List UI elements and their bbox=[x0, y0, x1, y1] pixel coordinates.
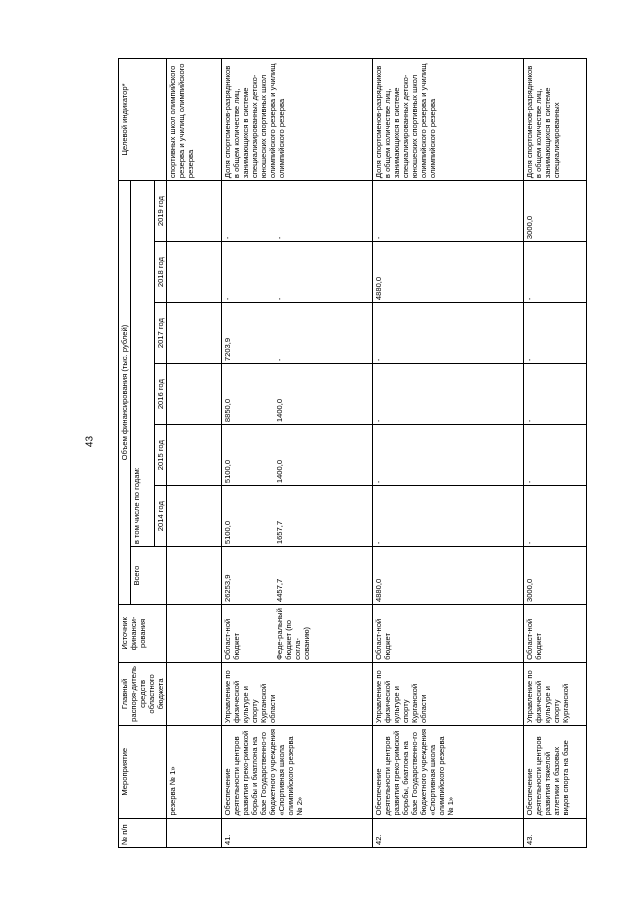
financing-table bbox=[118, 58, 587, 848]
total-regional: 26253,9 bbox=[223, 574, 232, 603]
header-year: 2014 год bbox=[155, 486, 167, 547]
row-year-value bbox=[222, 364, 373, 425]
row-source: Област-ной бюджет bbox=[524, 605, 587, 663]
row-year-value bbox=[167, 242, 222, 303]
header-year: 2015 год bbox=[155, 425, 167, 486]
year-value-federal: - bbox=[275, 236, 284, 240]
year-value-regional: 7203,9 bbox=[223, 337, 232, 362]
year-value-regional: - bbox=[223, 297, 232, 301]
row-manager: Управление по физической культуре и спорту Курганской bbox=[524, 662, 587, 725]
header-num: № п/п bbox=[119, 818, 167, 847]
page-number: 43 bbox=[84, 435, 96, 448]
total-federal: 4457,7 bbox=[275, 578, 284, 603]
year-value-regional: 5100,0 bbox=[223, 520, 232, 545]
row-year-value: - bbox=[373, 486, 524, 547]
row-total bbox=[167, 547, 222, 605]
row-year-value bbox=[167, 364, 222, 425]
table-row bbox=[373, 59, 524, 848]
source-regional: Област-ной бюджет bbox=[223, 618, 241, 660]
year-value-regional: 8850,0 bbox=[223, 398, 232, 423]
row-event: Обеспечение деятельности центров развития греко-римской борьбы, биатлона на базе Государственно-го бюджетного учреждения «Спортивная школа олимпийского резерва № 1» bbox=[373, 725, 524, 818]
rotated-table-wrapper bbox=[118, 58, 570, 848]
row-total bbox=[222, 547, 373, 605]
header-year: 2016 год bbox=[155, 364, 167, 425]
row-year-value: - bbox=[524, 303, 587, 364]
row-total: 4880,0 bbox=[373, 547, 524, 605]
row-year-value: - bbox=[524, 425, 587, 486]
year-value-federal: 1400,0 bbox=[275, 398, 284, 423]
year-value-federal: 1657,7 bbox=[275, 520, 284, 545]
row-year-value bbox=[222, 242, 373, 303]
row-event: Обеспечение деятельности центров развития греко-римской борьбы и биатлона на базе Государственно-го бюджетного учреждения «Спортивная школа олимпийского резерва № 2» bbox=[222, 725, 373, 818]
row-year-value: - bbox=[524, 242, 587, 303]
table-row bbox=[524, 59, 587, 848]
row-year-value: 4880,0 bbox=[373, 242, 524, 303]
header-target: Целевой индикатор* bbox=[119, 59, 167, 181]
row-manager: Управление по физической культуре и спорту Курганской области bbox=[222, 662, 373, 725]
row-total: 3000,0 bbox=[524, 547, 587, 605]
row-year-value: - bbox=[524, 486, 587, 547]
row-target: спортивных школ олимпийского резерва и училищ олимпийского резерва bbox=[167, 59, 222, 181]
year-value-regional: 5100,0 bbox=[223, 459, 232, 484]
row-year-value: - bbox=[524, 364, 587, 425]
header-row-1 bbox=[119, 59, 131, 848]
row-year-value bbox=[167, 425, 222, 486]
header-by-years: в том числе по годам: bbox=[131, 181, 155, 547]
header-year: 2017 год bbox=[155, 303, 167, 364]
row-source: Област-ной бюджет bbox=[373, 605, 524, 663]
year-value-regional: - bbox=[223, 236, 232, 240]
header-source: Источник финанси-рования bbox=[119, 605, 167, 663]
source-federal: Феде-ральный бюджет (по согла-сованию) bbox=[275, 608, 311, 660]
row-event: резерва № 1» bbox=[167, 725, 222, 818]
row-target: Доля спортсменов-разрядников в общем количестве лиц, занимающихся в системе специализированных bbox=[524, 59, 587, 181]
row-year-value bbox=[222, 486, 373, 547]
header-year: 2019 год bbox=[155, 181, 167, 242]
header-event: Мероприятие bbox=[119, 725, 167, 818]
row-manager bbox=[167, 662, 222, 725]
header-volume: Объем финансирования (тыс. рублей) bbox=[119, 181, 131, 605]
row-year-value: - bbox=[373, 364, 524, 425]
row-num bbox=[167, 818, 222, 847]
row-year-value: - bbox=[373, 425, 524, 486]
row-manager: Управление по физической культуре и спорту Курганской области bbox=[373, 662, 524, 725]
year-value-federal: - bbox=[275, 358, 284, 362]
row-event: Обеспечение деятельности центров развития тяжелой атлетики и базовых видов спорта на базе bbox=[524, 725, 587, 818]
table-frame bbox=[118, 58, 570, 848]
table-row bbox=[222, 59, 373, 848]
row-year-value bbox=[167, 303, 222, 364]
row-year-value bbox=[222, 303, 373, 364]
row-year-value bbox=[222, 425, 373, 486]
header-year: 2018 год bbox=[155, 242, 167, 303]
row-year-value: 3000,0 bbox=[524, 181, 587, 242]
row-target: Доля спортсменов-разрядников в общем количестве лиц, занимающихся в системе специализированных детско-юношеских спортивных школ олимпийского резерва и училищ олимпийского резерва bbox=[222, 59, 373, 181]
row-year-value bbox=[167, 181, 222, 242]
row-num: 41. bbox=[222, 818, 373, 847]
year-value-federal: 1400,0 bbox=[275, 459, 284, 484]
row-source bbox=[222, 605, 373, 663]
row-num: 43. bbox=[524, 818, 587, 847]
row-target: Доля спортсменов-разрядников в общем количестве лиц, занимающихся в системе специализированных детско-юношеских спортивных школ олимпийского резерва и училищ олимпийского резерва bbox=[373, 59, 524, 181]
row-year-value bbox=[222, 181, 373, 242]
row-num: 42. bbox=[373, 818, 524, 847]
row-year-value: - bbox=[373, 181, 524, 242]
row-year-value bbox=[167, 486, 222, 547]
year-value-federal: - bbox=[275, 297, 284, 301]
header-manager: Главный распоря-дитель средств областного бюджета bbox=[119, 662, 167, 725]
row-source bbox=[167, 605, 222, 663]
table-row bbox=[167, 59, 222, 848]
row-year-value: - bbox=[373, 303, 524, 364]
header-total: Всего bbox=[131, 547, 167, 605]
